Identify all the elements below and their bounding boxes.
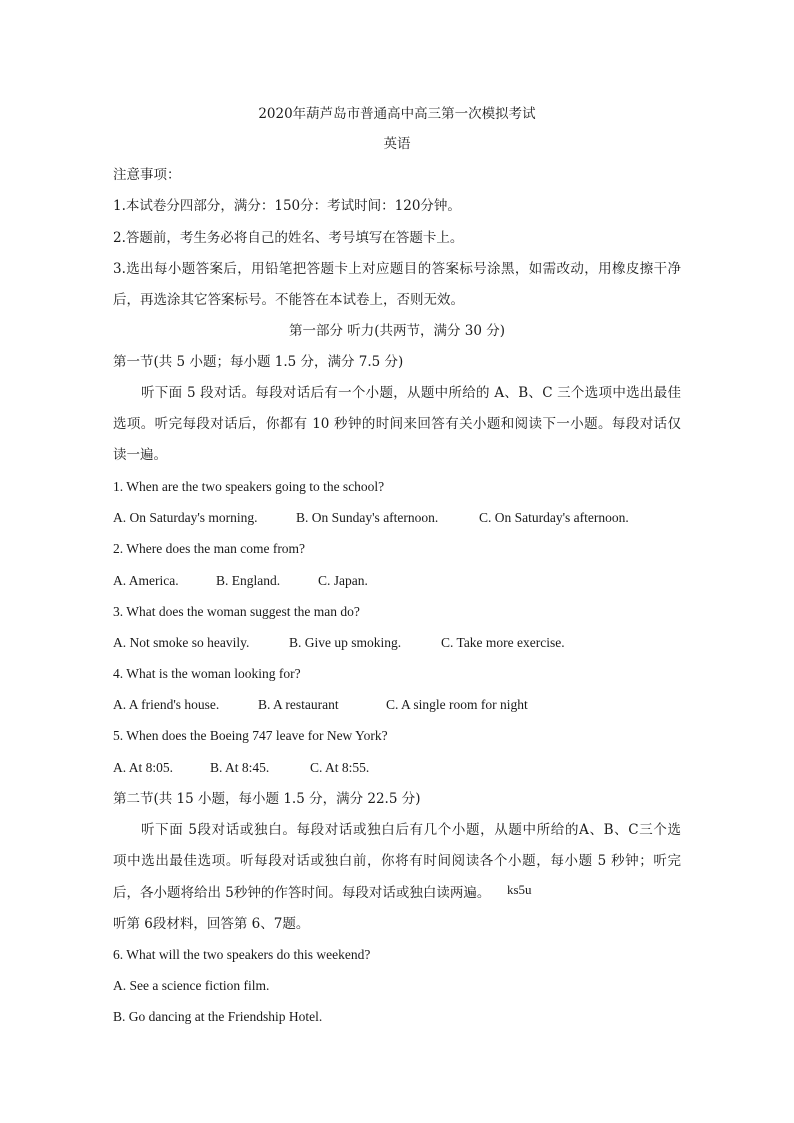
notice-item-3-cont: 后，再选涂其它答案标号。不能答在本试卷上，否则无效。: [113, 292, 464, 308]
source-mark: ks5u: [507, 882, 532, 897]
notice-item-2: 2.答题前，考生务必将自己的姓名、考号填写在答题卡上。: [113, 230, 464, 246]
option-b: B. A restaurant: [258, 697, 339, 712]
option-c: C. A single room for night: [386, 697, 528, 712]
material-6-heading: 听第 6段材料，回答第 6、7题。: [113, 916, 310, 932]
option-b: B. At 8:45.: [210, 760, 270, 775]
notice-item-1: 1.本试卷分四部分，满分：150分：考试时间：120分钟。: [113, 198, 461, 214]
option-c: C. Japan.: [318, 573, 368, 588]
option-b: B. On Sunday's afternoon.: [296, 510, 439, 525]
notice-heading: 注意事项：: [113, 167, 181, 183]
section1-title: 第一节(共 5 小题；每小题 1.5 分，满分 7.5 分): [113, 354, 404, 370]
part1-title: 第一部分 听力(共两节，满分 30 分): [288, 323, 506, 339]
exam-title: 2020年葫芦岛市普通高中高三第一次模拟考试: [258, 106, 536, 122]
question-3: 3. What does the woman suggest the man do?: [113, 604, 360, 619]
question-5: 5. When does the Boeing 747 leave for New York?: [113, 728, 388, 743]
section1-instruction-3: 读一遍。: [113, 447, 167, 463]
section1-instruction-2: 选项。听完每段对话后，你都有 10 秒钟的时间来回答有关小题和阅读下一小题。每段对话仅: [113, 416, 681, 432]
section1-instruction-1: 听下面 5 段对话。每段对话后有一个小题，从题中所给的 A、B、C 三个选项中选出最佳: [141, 385, 681, 401]
option-a: A. A friend's house.: [113, 697, 220, 712]
question-6: 6. What will the two speakers do this weekend?: [113, 947, 371, 962]
question-2: 2. Where does the man come from?: [113, 541, 306, 556]
option-a: A. America.: [113, 573, 179, 588]
section2-instruction-3: 后，各小题将给出 5秒钟的作答时间。每段对话或独白读两遍。: [113, 885, 491, 901]
option-a: A. On Saturday's morning.: [113, 510, 258, 525]
option-b: B. England.: [216, 573, 281, 588]
notice-item-3: 3.选出每小题答案后，用铅笔把答题卡上对应题目的答案标号涂黑，如需改动，用橡皮擦干净: [113, 261, 681, 277]
option-c: C. Take more exercise.: [441, 635, 565, 650]
option-a: A. At 8:05.: [113, 760, 174, 775]
option-b: B. Give up smoking.: [289, 635, 402, 650]
option-c: C. On Saturday's afternoon.: [479, 510, 629, 525]
section2-title: 第二节(共 15 小题，每小题 1.5 分，满分 22.5 分): [113, 791, 421, 807]
question-6-option-a: A. See a science fiction film.: [113, 978, 270, 993]
section2-instruction-2: 项中选出最佳选项。听每段对话或独白前，你将有时间阅读各个小题，每小题 5 秒钟；听完: [113, 853, 681, 869]
exam-subject: 英语: [383, 136, 411, 152]
option-c: C. At 8:55.: [310, 760, 370, 775]
option-a: A. Not smoke so heavily.: [113, 635, 250, 650]
question-4: 4. What is the woman looking for?: [113, 666, 301, 681]
section2-instruction-1: 听下面 5段对话或独白。每段对话或独白后有几个小题，从题中所给的A、B、C三个选: [141, 822, 681, 838]
question-6-option-b: B. Go dancing at the Friendship Hotel.: [113, 1009, 323, 1024]
question-1: 1. When are the two speakers going to the school?: [113, 479, 385, 494]
